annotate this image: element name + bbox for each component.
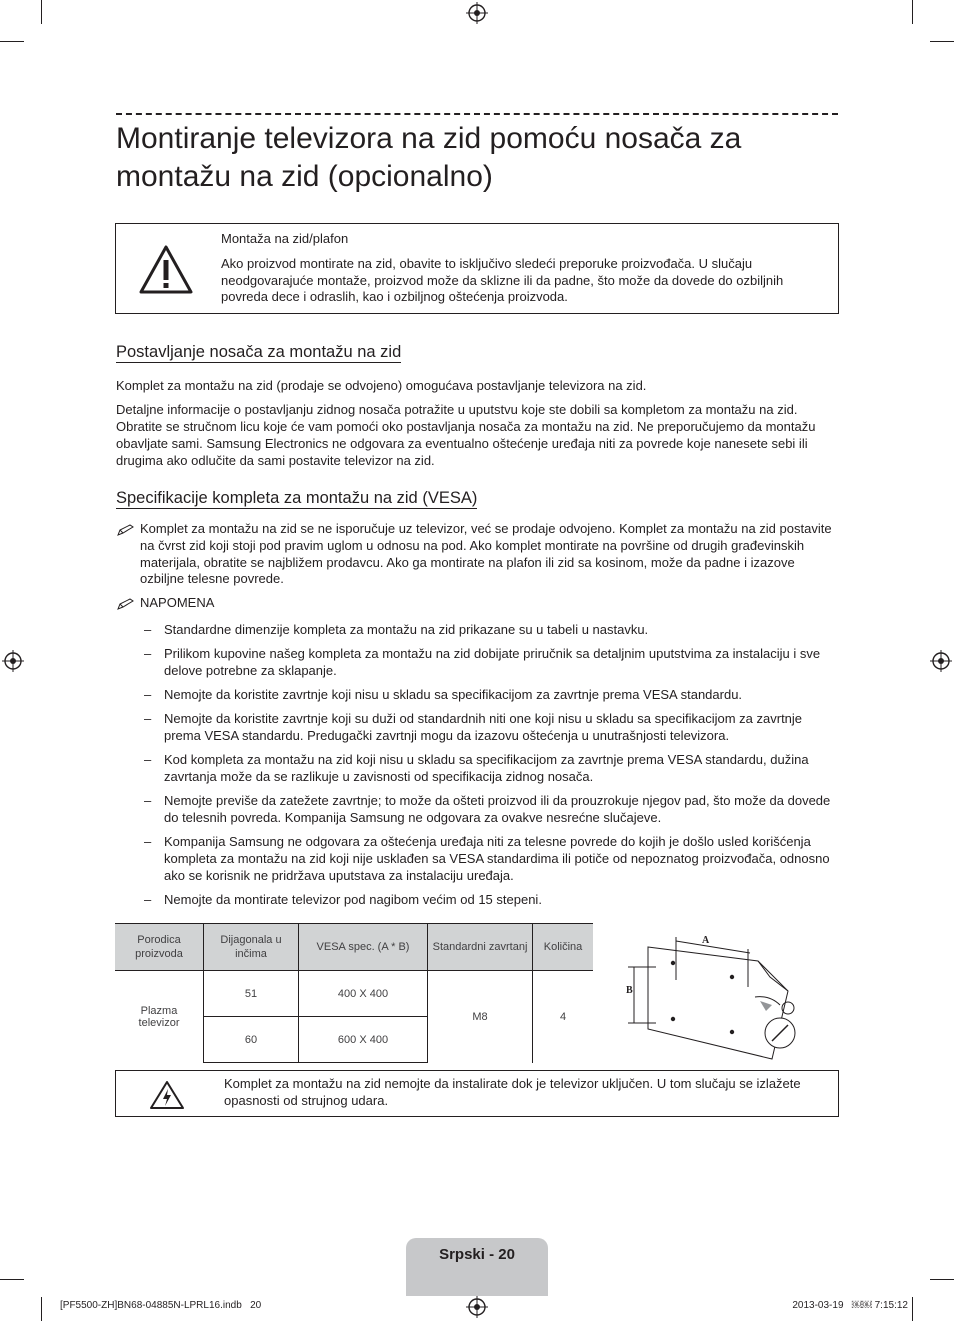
section-heading: Postavljanje nosača za montažu na zid — [116, 343, 402, 361]
table-header: Standardni zavrtanj — [428, 924, 533, 971]
table-cell: 400 X 400 — [299, 971, 428, 1017]
list-item-text: Standardne dimenzije kompleta za montažu na zid prikazane su u tabeli u nastavku. — [164, 622, 649, 637]
page-title: Montiranje televizora na zid pomoću nosača za montažu na zid (opcionalno) — [116, 122, 742, 193]
table-cell: 600 X 400 — [299, 1017, 428, 1063]
section-heading: Specifikacije kompleta za montažu na zid (VESA) — [116, 489, 478, 507]
list-dash: – — [144, 793, 152, 808]
page-number: Srpski - 20 — [439, 1246, 515, 1263]
list-item-text: Nemojte da montirate televizor pod nagibom većim od 15 stepeni. — [164, 892, 542, 907]
crop-mark — [41, 0, 42, 24]
list-dash: – — [144, 752, 152, 767]
caution-text: Komplet za montažu na zid nemojte da instalirate dok je televizor uključen. U tom slučaju se izlažete opasnosti od strujnog udara. — [224, 1076, 801, 1108]
caution-box — [115, 1070, 839, 1117]
crop-mark — [41, 1297, 42, 1321]
warning-heading: Montaža na zid/plafon — [221, 231, 349, 246]
footer-timestamp: 2013-03-19 ￼￼ 7:15:12 — [792, 1300, 908, 1311]
vesa-spec-table — [115, 923, 593, 1063]
crop-mark — [930, 41, 954, 42]
registration-mark-icon — [466, 2, 488, 24]
crop-mark — [0, 1279, 24, 1280]
pencil-note-icon — [116, 524, 136, 536]
dimension-label-a: A — [702, 935, 710, 946]
pencil-note-icon — [116, 598, 136, 610]
note-item — [116, 521, 838, 591]
warning-box — [115, 223, 839, 314]
table-header: Dijagonala u inčima — [204, 924, 299, 971]
list-dash: – — [144, 687, 152, 702]
table-cell: 60 — [204, 1017, 299, 1063]
list-dash: – — [144, 892, 152, 907]
registration-mark-icon — [466, 1296, 488, 1318]
screw-hole-icon — [671, 961, 675, 965]
table-header: Količina — [533, 924, 594, 971]
paragraph: Komplet za montažu na zid (prodaje se odvojeno) omogućava postavljanje televizora na zid. — [116, 378, 647, 393]
screw-hole-icon — [730, 975, 734, 979]
list-item-text: Prilikom kupovine našeg kompleta za montažu na zid dobijate priručnik sa detaljnim uputstvima za instalaciju i sve delove potrebne za sklapanje. — [164, 646, 821, 678]
table-cell: 4 — [533, 971, 594, 1063]
electric-shock-warning-icon — [149, 1080, 185, 1110]
list-dash: – — [144, 834, 152, 849]
registration-mark-icon — [2, 650, 24, 672]
table-cell: Plazma televizor — [115, 971, 204, 1063]
note-text: Komplet za montažu na zid se ne isporučuje uz televizor, već se prodaje odvojeno. Komplet za montažu na zid postavite na čvrst zid koji stoji pod pravim uglom u odnosu na pod. Ako komplet montirate na površine od drugih građevinskih materijala, obratite se najbližem prodavcu. Ako ga montirate na plafon ili zid sa kosinom, može da padne i izazove ozbiljne telesne povrede. — [140, 521, 832, 587]
table-header-row — [115, 924, 593, 971]
footer-file-info: [PF5500-ZH]BN68-04885N-LPRL16.indb 20 — [60, 1300, 262, 1311]
list-item-text: Nemojte da koristite zavrtnje koji su duži od standardnih niti one koji nisu u skladu sa specifikacijom za zavrtnje prema VESA standardu. Predugački zavrtnji mogu da izazovu oštećenja u unutrašnjosti televizora. — [164, 711, 803, 743]
crop-mark — [912, 0, 913, 24]
crop-mark — [930, 1279, 954, 1280]
dimension-label-b: B — [626, 985, 633, 996]
wall-mount-diagram — [620, 925, 820, 1065]
list-item-text: Nemojte da koristite zavrtnje koji nisu u skladu sa specifikacijom za zavrtnje prema VESA standardu. — [164, 687, 743, 702]
list-item-text: Kompanija Samsung ne odgovara za oštećenja uređaja niti za telesne povrede do kojih je došlo usled korišćenja kompleta za montažu na zid koji nije usklađen sa VESA standardima ili potiče od nepoznatog proizvođača, odnosno ako se korisnik ne pridržava uputstava za instalaciju uređaja. — [164, 834, 830, 883]
napomena-item — [116, 595, 838, 613]
list-dash: – — [144, 622, 152, 637]
crop-mark — [912, 1297, 913, 1321]
warning-triangle-icon — [138, 244, 194, 296]
napomena-label: NAPOMENA — [140, 595, 215, 610]
warning-text: Ako proizvod montirate na zid, obavite to isključivo sledeći preporuke proizvođača. U slučaju neodgovarajuće montaže, proizvod može da sklizne ili da padne, što može da dovede do ozbiljnih povreda dece i odraslih, kao i ozbiljnog oštećenja proizvoda. — [221, 256, 784, 304]
registration-mark-icon — [930, 650, 952, 672]
list-item-text: Nemojte previše da zatežete zavrtnje; to može da ošteti proizvod ili da prouzrokuje njegov pad, što može da dovede do telesnih povreda. Kompanija Samsung ne odgovara za ovakve nesrećne slučajeve. — [164, 793, 831, 825]
table-header: VESA spec. (A * B) — [299, 924, 428, 971]
list-dash: – — [144, 711, 152, 726]
screw-hole-icon — [730, 1030, 734, 1034]
screw-hole-icon — [671, 1017, 675, 1021]
table-cell: M8 — [428, 971, 533, 1063]
table-row — [115, 971, 593, 1017]
table-cell: 51 — [204, 971, 299, 1017]
table-header: Porodica proizvoda — [115, 924, 204, 971]
list-item-text: Kod kompleta za montažu na zid koji nisu u skladu sa specifikacijom za zavrtnje prema VESA standardu, dužina zavrtanja može da se razlikuje u zavisnosti od specifikacija zidnog nosača. — [164, 752, 809, 784]
tv-back-outline — [648, 947, 788, 1059]
paragraph: Detaljne informacije o postavljanju zidnog nosača potražite u uputstvu koje ste dobili sa kompletom za montažu na zid. Obratite se stručnom licu koje će vam pomoći oko postavljanja nosača za montažu na zid. Ne preporučujemo da montažu obavljate sami. Samsung Electronics ne odgovara za eventualno oštećenje uređaja niti za povrede koje nanesete sebi ili drugima ako odlučite da sami postavite televizor na zid. — [116, 402, 816, 468]
list-dash: – — [144, 646, 152, 661]
title-divider — [116, 113, 838, 115]
crop-mark — [0, 41, 24, 42]
